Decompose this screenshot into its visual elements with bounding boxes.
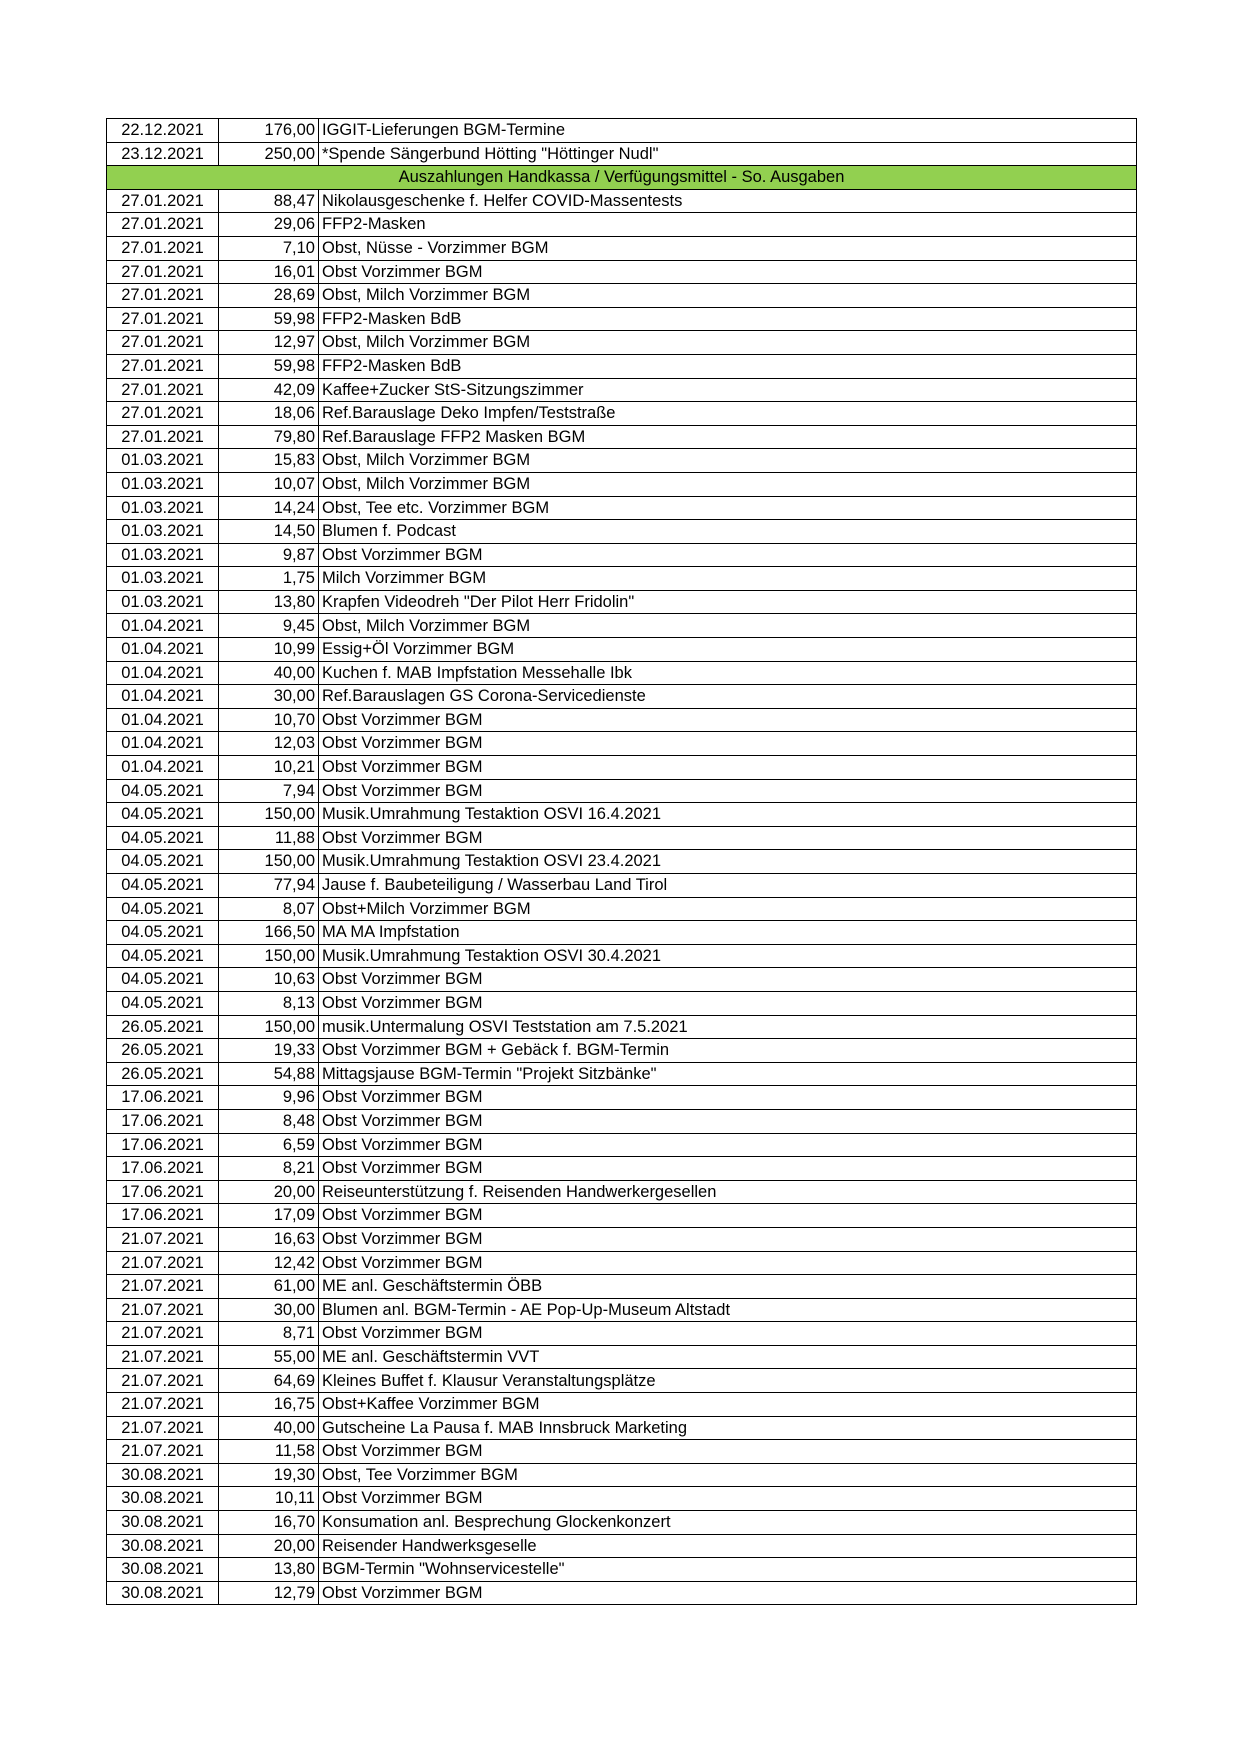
description-cell: Obst Vorzimmer BGM [319,1086,1137,1110]
description-cell: Kuchen f. MAB Impfstation Messehalle Ibk [319,661,1137,685]
date-cell: 04.05.2021 [107,968,219,992]
table-row [107,1463,1137,1487]
date-cell: 04.05.2021 [107,921,219,945]
table-row [107,756,1137,780]
date-cell: 01.04.2021 [107,661,219,685]
amount-cell: 150,00 [219,944,319,968]
table-row [107,1322,1137,1346]
date-cell: 01.04.2021 [107,756,219,780]
table-row [107,614,1137,638]
table-row [107,1133,1137,1157]
description-cell: Obst Vorzimmer BGM [319,708,1137,732]
description-cell: Musik.Umrahmung Testaktion OSVI 23.4.2021 [319,850,1137,874]
description-cell: *Spende Sängerbund Hötting "Höttinger Nudl" [319,142,1137,166]
table-row [107,213,1137,237]
amount-cell: 30,00 [219,685,319,709]
date-cell: 01.04.2021 [107,614,219,638]
description-cell: Obst Vorzimmer BGM [319,732,1137,756]
date-cell: 04.05.2021 [107,991,219,1015]
table-row [107,567,1137,591]
amount-cell: 55,00 [219,1345,319,1369]
amount-cell: 8,13 [219,991,319,1015]
table-row [107,1180,1137,1204]
description-cell: Obst Vorzimmer BGM [319,260,1137,284]
table-row [107,331,1137,355]
table-row [107,850,1137,874]
description-cell: Musik.Umrahmung Testaktion OSVI 30.4.2021 [319,944,1137,968]
description-cell: Obst+Milch Vorzimmer BGM [319,897,1137,921]
date-cell: 17.06.2021 [107,1204,219,1228]
table-row [107,590,1137,614]
amount-cell: 10,07 [219,472,319,496]
description-cell: FFP2-Masken [319,213,1137,237]
date-cell: 04.05.2021 [107,944,219,968]
description-cell: BGM-Termin "Wohnservicestelle" [319,1558,1137,1582]
description-cell: Obst Vorzimmer BGM [319,1322,1137,1346]
description-cell: Ref.Barauslagen GS Corona-Servicedienste [319,685,1137,709]
table-row [107,354,1137,378]
date-cell: 21.07.2021 [107,1275,219,1299]
description-cell: Obst, Milch Vorzimmer BGM [319,472,1137,496]
description-cell: Blumen f. Podcast [319,520,1137,544]
amount-cell: 12,03 [219,732,319,756]
description-cell: Obst Vorzimmer BGM [319,826,1137,850]
table-row [107,1558,1137,1582]
date-cell: 30.08.2021 [107,1463,219,1487]
description-cell: ME anl. Geschäftstermin VVT [319,1345,1137,1369]
date-cell: 26.05.2021 [107,1039,219,1063]
table-row [107,1086,1137,1110]
amount-cell: 10,70 [219,708,319,732]
date-cell: 21.07.2021 [107,1345,219,1369]
table-row [107,1015,1137,1039]
table-row [107,1109,1137,1133]
table-row [107,1298,1137,1322]
table-row [107,1440,1137,1464]
description-cell: Obst Vorzimmer BGM [319,779,1137,803]
amount-cell: 28,69 [219,284,319,308]
description-cell: Obst Vorzimmer BGM [319,1109,1137,1133]
table-row [107,685,1137,709]
table-row [107,826,1137,850]
table-row [107,472,1137,496]
description-cell: Obst Vorzimmer BGM + Gebäck f. BGM-Termin [319,1039,1137,1063]
ledger-body [107,119,1137,1605]
amount-cell: 7,10 [219,236,319,260]
amount-cell: 12,97 [219,331,319,355]
date-cell: 01.03.2021 [107,543,219,567]
table-row [107,803,1137,827]
amount-cell: 14,50 [219,520,319,544]
description-cell: Obst Vorzimmer BGM [319,1251,1137,1275]
description-cell: Ref.Barauslage Deko Impfen/Teststraße [319,402,1137,426]
amount-cell: 150,00 [219,803,319,827]
date-cell: 01.04.2021 [107,732,219,756]
amount-cell: 40,00 [219,661,319,685]
table-row [107,874,1137,898]
description-cell: Gutscheine La Pausa f. MAB Innsbruck Marketing [319,1416,1137,1440]
table-row [107,1345,1137,1369]
date-cell: 30.08.2021 [107,1511,219,1535]
date-cell: 01.03.2021 [107,590,219,614]
date-cell: 21.07.2021 [107,1251,219,1275]
date-cell: 17.06.2021 [107,1180,219,1204]
amount-cell: 16,75 [219,1393,319,1417]
amount-cell: 40,00 [219,1416,319,1440]
amount-cell: 7,94 [219,779,319,803]
amount-cell: 11,88 [219,826,319,850]
amount-cell: 6,59 [219,1133,319,1157]
description-cell: Obst Vorzimmer BGM [319,1227,1137,1251]
date-cell: 04.05.2021 [107,874,219,898]
description-cell: ME anl. Geschäftstermin ÖBB [319,1275,1137,1299]
date-cell: 04.05.2021 [107,779,219,803]
amount-cell: 42,09 [219,378,319,402]
date-cell: 01.04.2021 [107,638,219,662]
amount-cell: 8,71 [219,1322,319,1346]
table-row [107,1487,1137,1511]
description-cell: Obst Vorzimmer BGM [319,1581,1137,1605]
table-row [107,142,1137,166]
date-cell: 27.01.2021 [107,378,219,402]
date-cell: 21.07.2021 [107,1322,219,1346]
amount-cell: 176,00 [219,119,319,143]
date-cell: 22.12.2021 [107,119,219,143]
amount-cell: 19,30 [219,1463,319,1487]
date-cell: 04.05.2021 [107,897,219,921]
description-cell: Konsumation anl. Besprechung Glockenkonzert [319,1511,1137,1535]
amount-cell: 54,88 [219,1062,319,1086]
table-row [107,402,1137,426]
date-cell: 01.03.2021 [107,567,219,591]
date-cell: 01.03.2021 [107,472,219,496]
amount-cell: 10,63 [219,968,319,992]
date-cell: 21.07.2021 [107,1440,219,1464]
description-cell: FFP2-Masken BdB [319,307,1137,331]
description-cell: Obst Vorzimmer BGM [319,543,1137,567]
amount-cell: 10,11 [219,1487,319,1511]
date-cell: 01.04.2021 [107,685,219,709]
date-cell: 17.06.2021 [107,1086,219,1110]
table-row [107,991,1137,1015]
date-cell: 04.05.2021 [107,850,219,874]
date-cell: 30.08.2021 [107,1581,219,1605]
table-row [107,496,1137,520]
date-cell: 27.01.2021 [107,189,219,213]
date-cell: 23.12.2021 [107,142,219,166]
description-cell: Obst Vorzimmer BGM [319,1133,1137,1157]
amount-cell: 150,00 [219,1015,319,1039]
amount-cell: 61,00 [219,1275,319,1299]
date-cell: 27.01.2021 [107,354,219,378]
table-row [107,520,1137,544]
date-cell: 30.08.2021 [107,1558,219,1582]
amount-cell: 10,99 [219,638,319,662]
amount-cell: 79,80 [219,425,319,449]
date-cell: 04.05.2021 [107,826,219,850]
description-cell: Obst, Milch Vorzimmer BGM [319,614,1137,638]
description-cell: Obst Vorzimmer BGM [319,968,1137,992]
date-cell: 21.07.2021 [107,1298,219,1322]
description-cell: IGGIT-Lieferungen BGM-Termine [319,119,1137,143]
amount-cell: 88,47 [219,189,319,213]
table-row [107,944,1137,968]
table-row [107,921,1137,945]
table-row [107,1204,1137,1228]
table-row [107,236,1137,260]
date-cell: 04.05.2021 [107,803,219,827]
amount-cell: 59,98 [219,354,319,378]
amount-cell: 12,42 [219,1251,319,1275]
amount-cell: 64,69 [219,1369,319,1393]
table-row [107,1039,1137,1063]
date-cell: 21.07.2021 [107,1393,219,1417]
table-row [107,425,1137,449]
date-cell: 01.03.2021 [107,496,219,520]
date-cell: 27.01.2021 [107,402,219,426]
amount-cell: 12,79 [219,1581,319,1605]
amount-cell: 9,87 [219,543,319,567]
date-cell: 26.05.2021 [107,1062,219,1086]
description-cell: Jause f. Baubeteiligung / Wasserbau Land Tirol [319,874,1137,898]
amount-cell: 16,63 [219,1227,319,1251]
amount-cell: 77,94 [219,874,319,898]
description-cell: Obst, Nüsse - Vorzimmer BGM [319,236,1137,260]
table-row [107,779,1137,803]
section-header-row [107,166,1137,190]
description-cell: Obst, Milch Vorzimmer BGM [319,331,1137,355]
date-cell: 17.06.2021 [107,1157,219,1181]
amount-cell: 150,00 [219,850,319,874]
table-row [107,1227,1137,1251]
description-cell: Obst, Milch Vorzimmer BGM [319,449,1137,473]
table-row [107,1416,1137,1440]
amount-cell: 1,75 [219,567,319,591]
description-cell: Kaffee+Zucker StS-Sitzungszimmer [319,378,1137,402]
amount-cell: 16,70 [219,1511,319,1535]
date-cell: 27.01.2021 [107,213,219,237]
amount-cell: 250,00 [219,142,319,166]
table-row [107,189,1137,213]
description-cell: Krapfen Videodreh "Der Pilot Herr Fridolin" [319,590,1137,614]
table-row [107,1369,1137,1393]
description-cell: Obst Vorzimmer BGM [319,1204,1137,1228]
description-cell: Milch Vorzimmer BGM [319,567,1137,591]
table-row [107,119,1137,143]
amount-cell: 8,07 [219,897,319,921]
amount-cell: 8,48 [219,1109,319,1133]
table-row [107,1157,1137,1181]
description-cell: Obst Vorzimmer BGM [319,756,1137,780]
amount-cell: 9,96 [219,1086,319,1110]
date-cell: 17.06.2021 [107,1109,219,1133]
table-row [107,378,1137,402]
table-row [107,284,1137,308]
description-cell: FFP2-Masken BdB [319,354,1137,378]
amount-cell: 13,80 [219,1558,319,1582]
description-cell: Musik.Umrahmung Testaktion OSVI 16.4.2021 [319,803,1137,827]
table-row [107,661,1137,685]
amount-cell: 10,21 [219,756,319,780]
description-cell: Obst Vorzimmer BGM [319,991,1137,1015]
amount-cell: 166,50 [219,921,319,945]
table-row [107,260,1137,284]
table-row [107,1275,1137,1299]
table-row [107,897,1137,921]
table-row [107,449,1137,473]
date-cell: 27.01.2021 [107,236,219,260]
description-cell: Reisender Handwerksgeselle [319,1534,1137,1558]
table-row [107,1511,1137,1535]
description-cell: Ref.Barauslage FFP2 Masken BGM [319,425,1137,449]
table-row [107,1251,1137,1275]
description-cell: Essig+Öl Vorzimmer BGM [319,638,1137,662]
table-row [107,708,1137,732]
table-row [107,968,1137,992]
amount-cell: 8,21 [219,1157,319,1181]
date-cell: 27.01.2021 [107,307,219,331]
amount-cell: 16,01 [219,260,319,284]
description-cell: Obst Vorzimmer BGM [319,1487,1137,1511]
description-cell: Blumen anl. BGM-Termin - AE Pop-Up-Museum Altstadt [319,1298,1137,1322]
description-cell: Obst Vorzimmer BGM [319,1440,1137,1464]
amount-cell: 14,24 [219,496,319,520]
date-cell: 27.01.2021 [107,284,219,308]
description-cell: Obst, Tee Vorzimmer BGM [319,1463,1137,1487]
table-row [107,307,1137,331]
amount-cell: 19,33 [219,1039,319,1063]
date-cell: 21.07.2021 [107,1227,219,1251]
table-row [107,1534,1137,1558]
amount-cell: 30,00 [219,1298,319,1322]
date-cell: 30.08.2021 [107,1534,219,1558]
amount-cell: 20,00 [219,1534,319,1558]
description-cell: Obst, Milch Vorzimmer BGM [319,284,1137,308]
amount-cell: 17,09 [219,1204,319,1228]
date-cell: 26.05.2021 [107,1015,219,1039]
description-cell: MA MA Impfstation [319,921,1137,945]
date-cell: 01.03.2021 [107,520,219,544]
amount-cell: 11,58 [219,1440,319,1464]
amount-cell: 59,98 [219,307,319,331]
description-cell: musik.Untermalung OSVI Teststation am 7.5.2021 [319,1015,1137,1039]
amount-cell: 29,06 [219,213,319,237]
description-cell: Mittagsjause BGM-Termin "Projekt Sitzbänke" [319,1062,1137,1086]
description-cell: Kleines Buffet f. Klausur Veranstaltungsplätze [319,1369,1137,1393]
date-cell: 21.07.2021 [107,1416,219,1440]
description-cell: Obst+Kaffee Vorzimmer BGM [319,1393,1137,1417]
section-header: Auszahlungen Handkassa / Verfügungsmittel - So. Ausgaben [107,166,1137,190]
description-cell: Obst, Tee etc. Vorzimmer BGM [319,496,1137,520]
amount-cell: 15,83 [219,449,319,473]
date-cell: 27.01.2021 [107,260,219,284]
amount-cell: 20,00 [219,1180,319,1204]
description-cell: Obst Vorzimmer BGM [319,1157,1137,1181]
amount-cell: 9,45 [219,614,319,638]
expense-ledger-table [106,118,1137,1605]
date-cell: 27.01.2021 [107,331,219,355]
table-row [107,638,1137,662]
description-cell: Nikolausgeschenke f. Helfer COVID-Massentests [319,189,1137,213]
date-cell: 27.01.2021 [107,425,219,449]
table-row [107,543,1137,567]
description-cell: Reiseunterstützung f. Reisenden Handwerkergesellen [319,1180,1137,1204]
table-row [107,1062,1137,1086]
date-cell: 01.04.2021 [107,708,219,732]
date-cell: 01.03.2021 [107,449,219,473]
table-row [107,732,1137,756]
table-row [107,1393,1137,1417]
amount-cell: 13,80 [219,590,319,614]
amount-cell: 18,06 [219,402,319,426]
date-cell: 21.07.2021 [107,1369,219,1393]
table-row [107,1581,1137,1605]
date-cell: 17.06.2021 [107,1133,219,1157]
date-cell: 30.08.2021 [107,1487,219,1511]
